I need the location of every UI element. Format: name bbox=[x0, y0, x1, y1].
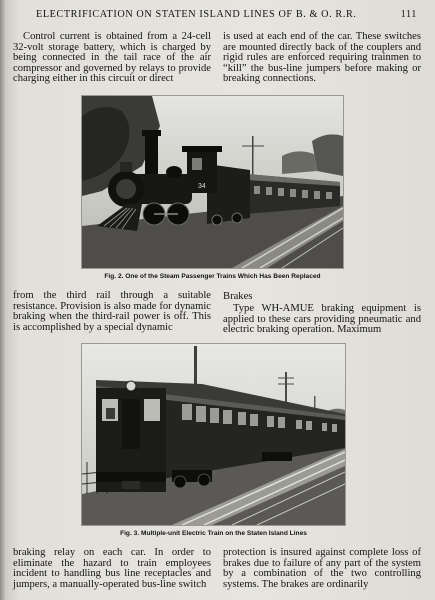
brakes-section bbox=[223, 291, 421, 336]
section-heading-brakes: Brakes bbox=[223, 291, 253, 302]
figure-3-caption: Fig. 3. Multiple-unit Electric Train on the Staten Island Lines bbox=[120, 530, 307, 537]
paragraph-bottom-left: braking relay on each car. In order to eliminate the hazard to train employees incident to handling bus line receptacles and jumpers, a manually-operated bus-line switch bbox=[13, 547, 211, 590]
paragraph-bottom-right: protection is insured against complete loss of brakes due to failure of any part of the system by a combination of the two controlling systems. The brakes are ordinarily bbox=[223, 547, 421, 590]
steam-train-illustration bbox=[82, 96, 343, 268]
paragraph-mid-left: from the third rail through a suitable resistance. Provision is also made for dynamic braking when the third-rail power is off. This is accomplished by a special dynamic bbox=[13, 290, 211, 333]
engine-number: 34 bbox=[198, 183, 206, 190]
figure-3-photo bbox=[82, 344, 345, 525]
figure-2-caption: Fig. 2. One of the Steam Passenger Trains Which Has Been Replaced bbox=[104, 273, 321, 280]
page-number: 111 bbox=[400, 9, 417, 20]
paragraph-mid-right: Type WH-AMUE braking equipment is applied to these cars providing pneumatic and electric braking operation. Maximum bbox=[223, 303, 421, 336]
running-header bbox=[36, 9, 417, 20]
paragraph-top-right: is used at each end of the car. These switches are mounted directly back of the couplers and rigid rules are enforced requiring trainmen to “kill” the bus-line jumpers before making or breaking connections. bbox=[223, 31, 421, 85]
header-title: ELECTRIFICATION ON STATEN ISLAND LINES OF B. & O. R.R. bbox=[36, 9, 357, 20]
figure-2-photo bbox=[82, 96, 343, 268]
paragraph-top-left: Control current is obtained from a 24-cell 32-volt storage battery, which is charged by being connected in the tail race of the air compressor and governed by relays to provide charging either in this circuit or direct bbox=[13, 31, 211, 85]
electric-train-illustration bbox=[82, 344, 345, 525]
